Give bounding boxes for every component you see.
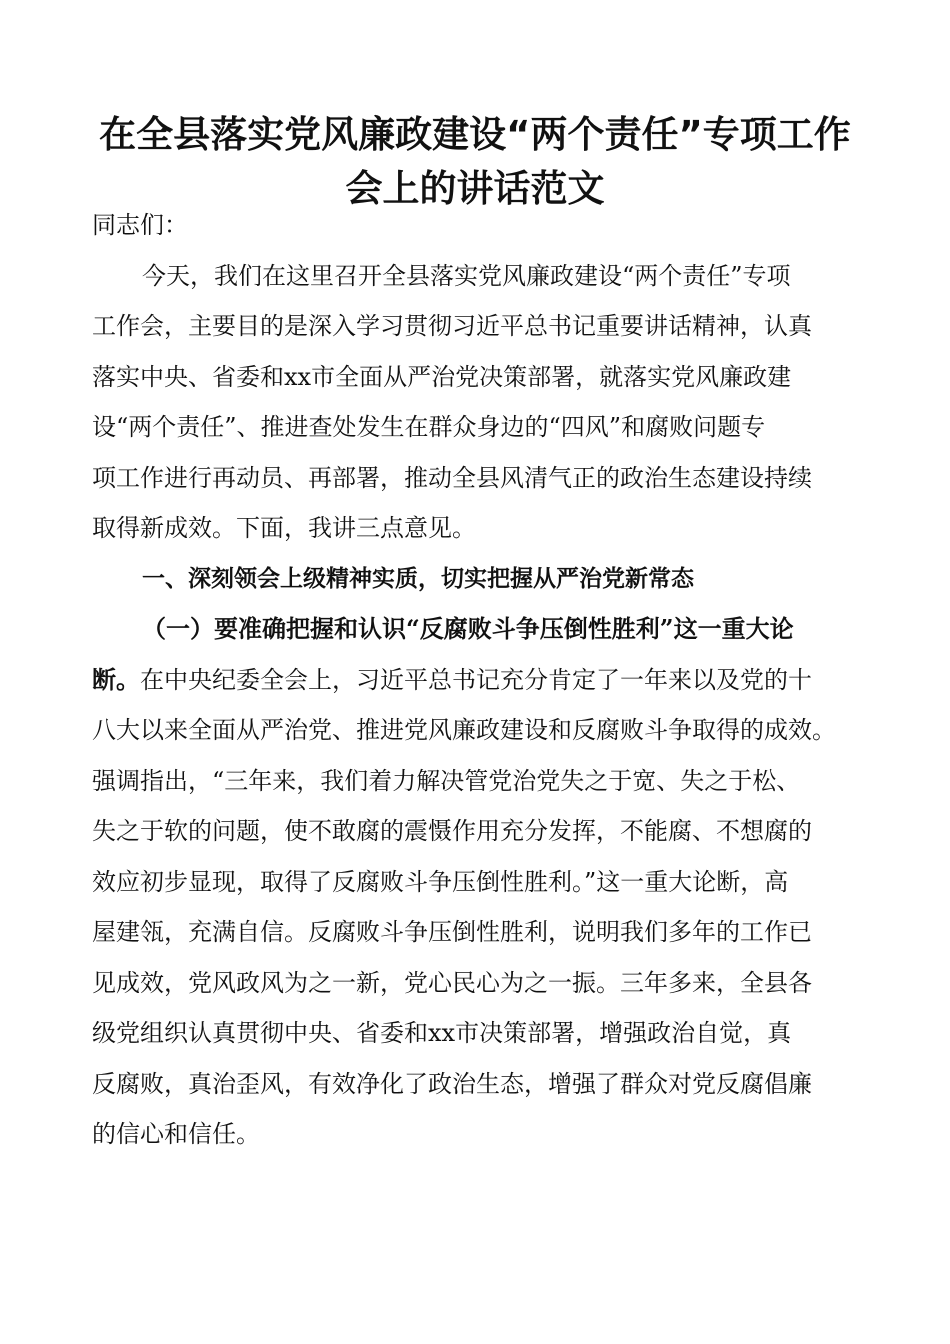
section-1-heading: 一、深刻领会上级精神实质，切实把握从严治党新常态 bbox=[142, 565, 694, 592]
subsection-1-text: 在中央纪委全会上，习近平总书记充分肯定了一年来以及党的十 bbox=[140, 665, 812, 694]
subsection-1-line bbox=[92, 655, 872, 706]
intro-line: 取得新成效。下面，我讲三点意见。 bbox=[92, 514, 476, 542]
subsection-1-heading-end: 断。 bbox=[92, 664, 140, 694]
intro-line: 工作会，主要目的是深入学习贯彻习近平总书记重要讲话精神，认真 bbox=[92, 312, 812, 340]
title-line-1: 在全县落实党风廉政建设“两个责任”专项工作 bbox=[99, 113, 851, 156]
subsection-1-line: 的信心和信任。 bbox=[92, 1120, 260, 1148]
subsection-1-line: 失之于软的问题，使不敢腐的震慑作用充分发挥，不能腐、不想腐的 bbox=[92, 817, 812, 845]
subsection-1-heading: （一）要准确把握和认识“反腐败斗争压倒性胜利”这一重大论 bbox=[142, 614, 794, 643]
subsection-1-line: 反腐败，真治歪风，有效净化了政治生态，增强了群众对党反腐倡廉 bbox=[92, 1069, 812, 1098]
title-line-2: 会上的讲话范文 bbox=[345, 167, 605, 210]
salutation: 同志们： bbox=[92, 211, 188, 239]
subsection-1-line: 强调指出，“三年来，我们着力解决管党治党失之于宽、失之于松、 bbox=[92, 766, 801, 795]
subsection-1-line: 八大以来全面从严治党、推进党风廉政建设和反腐败斗争取得的成效。 bbox=[92, 716, 836, 744]
intro-line: 今天，我们在这里召开全县落实党风廉政建设“两个责任”专项 bbox=[142, 261, 791, 290]
subsection-1-line: 效应初步显现，取得了反腐败斗争压倒性胜利。”这一重大论断，高 bbox=[92, 867, 789, 896]
document-body bbox=[92, 200, 872, 1160]
subsection-1-line: 级党组织认真贯彻中央、省委和xx市决策部署，增强政治自觉，真 bbox=[92, 1019, 792, 1047]
intro-line: 设“两个责任”、推进查处发生在群众身边的“四风”和腐败问题专 bbox=[92, 413, 766, 441]
intro-line: 项工作进行再动员、再部署，推动全县风清气正的政治生态建设持续 bbox=[92, 463, 812, 492]
subsection-1-line: 见成效，党风政风为之一新，党心民心为之一振。三年多来，全县各 bbox=[92, 968, 812, 997]
intro-line: 落实中央、省委和xx市全面从严治党决策部署，就落实党风廉政建 bbox=[92, 362, 792, 391]
subsection-1-line: 屋建瓴，充满自信。反腐败斗争压倒性胜利，说明我们多年的工作已 bbox=[92, 918, 812, 946]
